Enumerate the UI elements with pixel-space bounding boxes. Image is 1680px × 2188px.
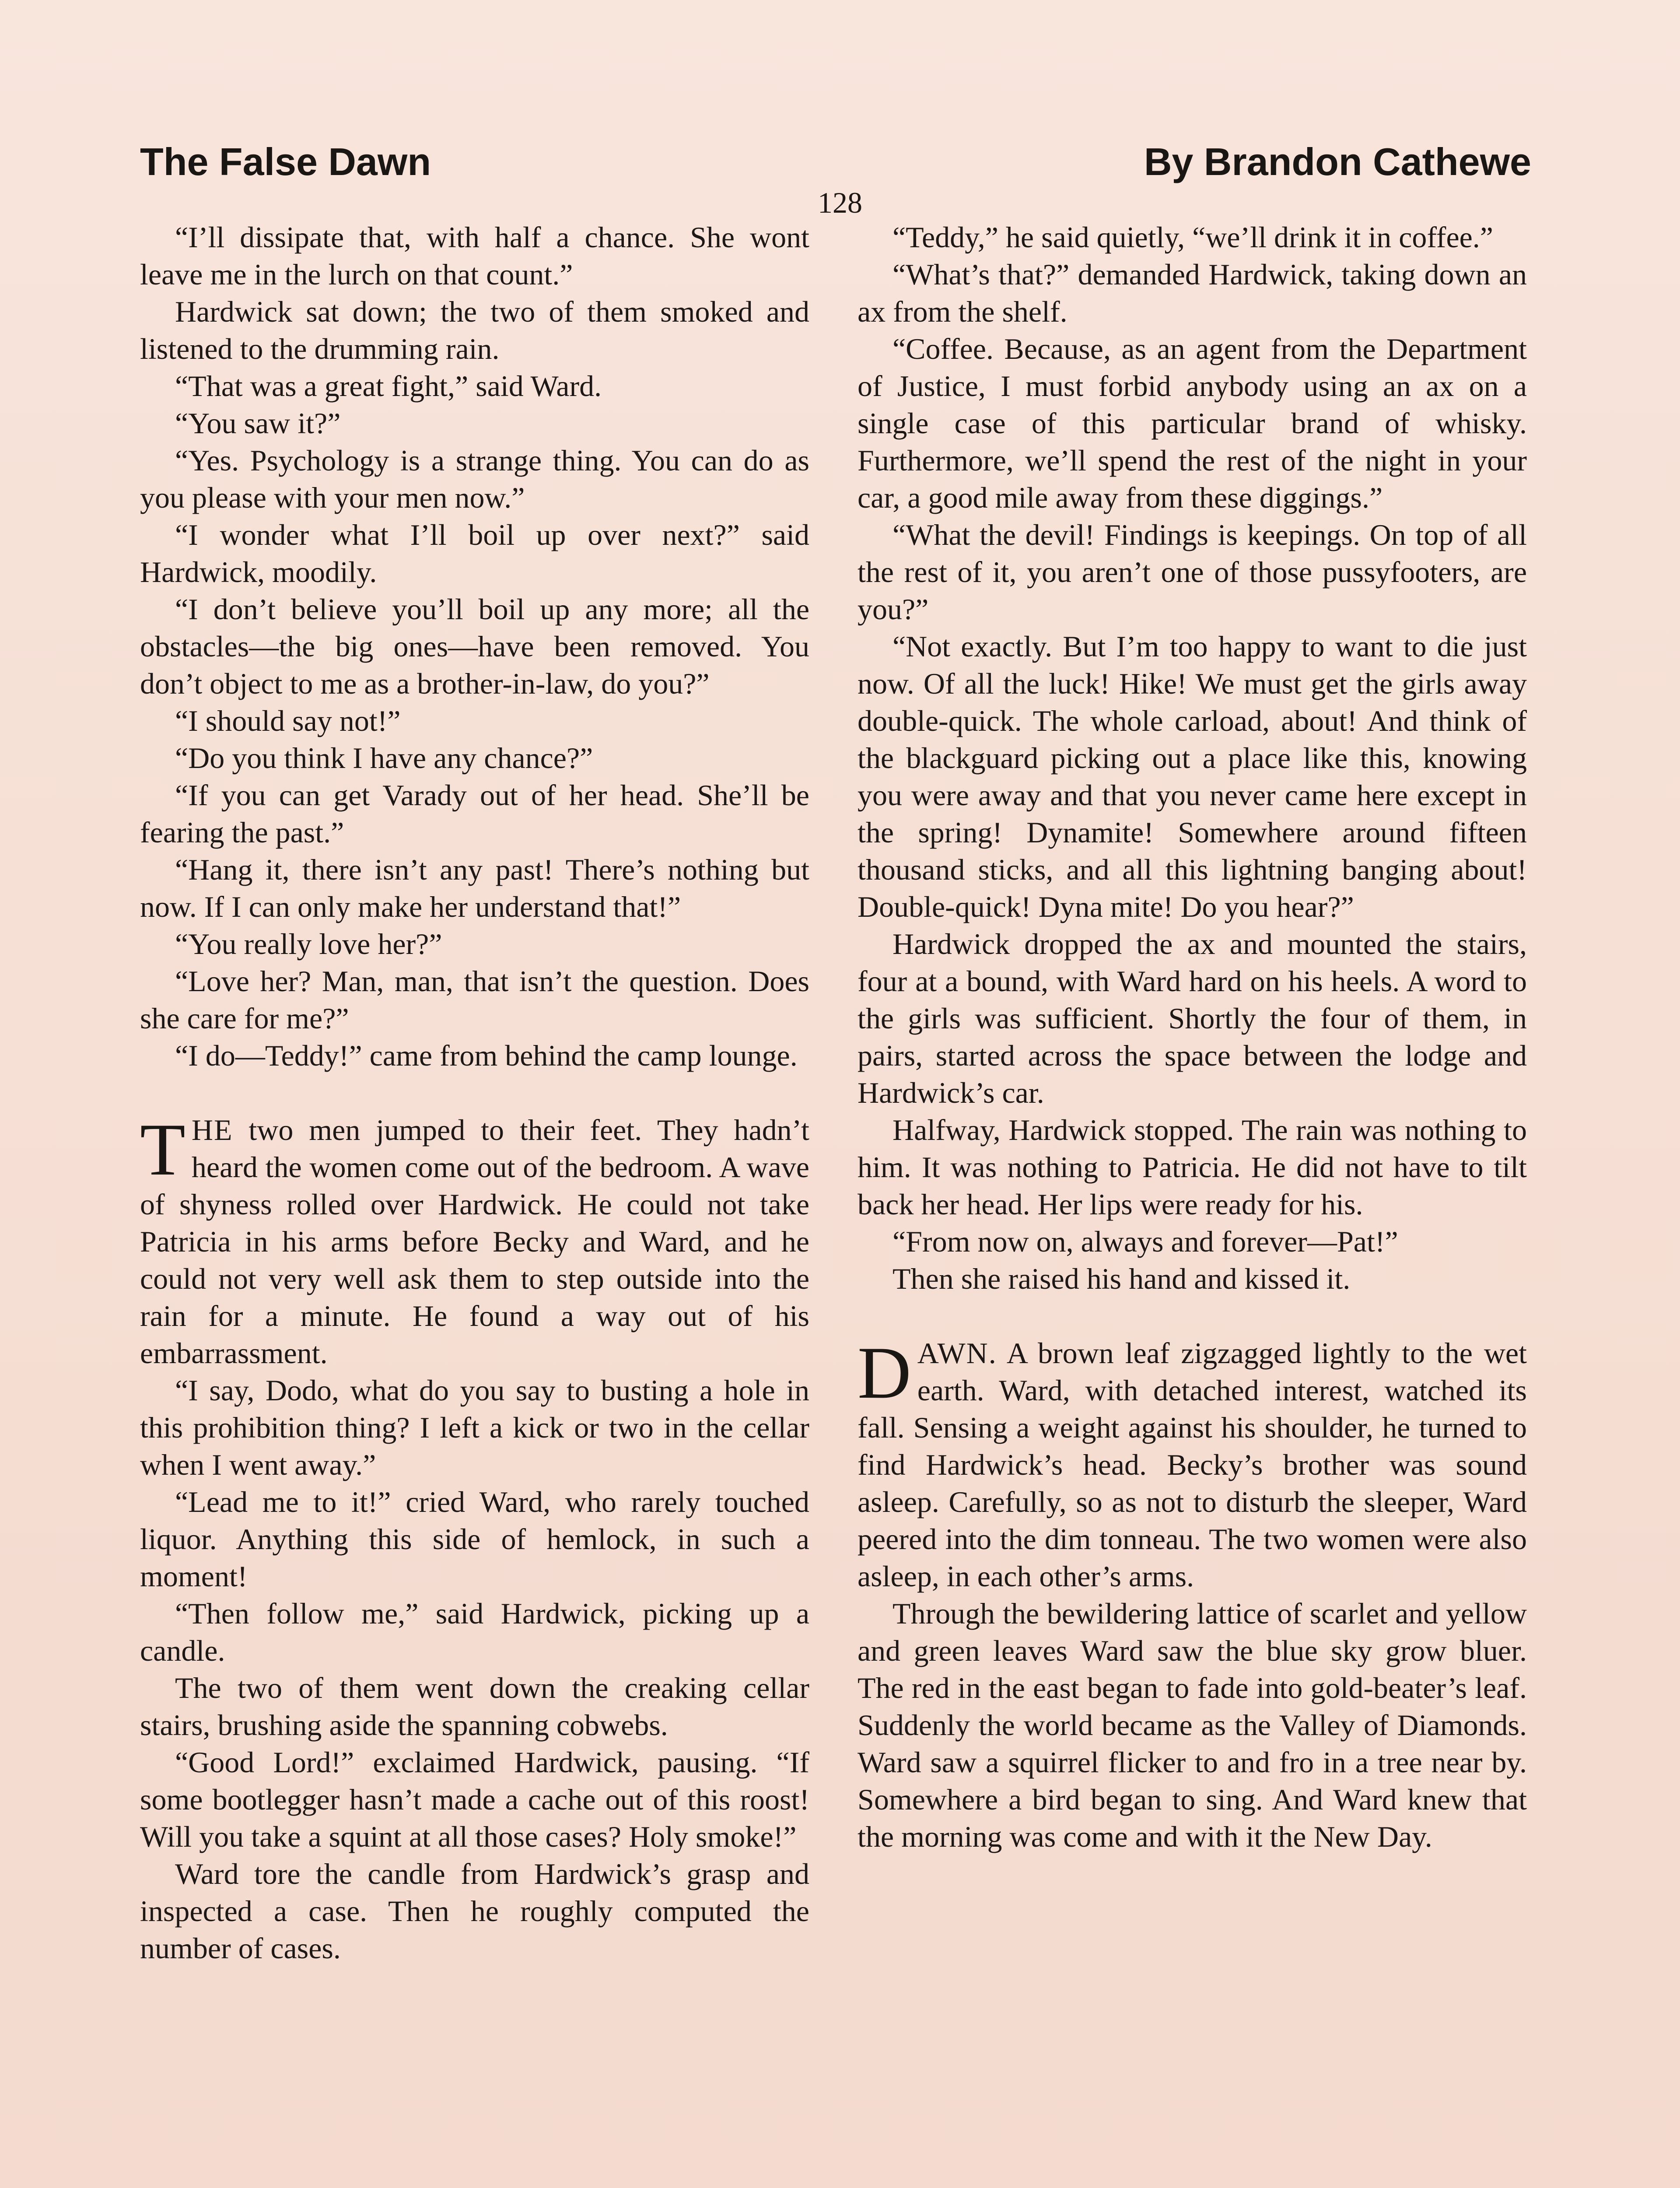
paragraph: “Teddy,” he said quietly, “we’ll drink it in coffee.” — [892, 221, 1493, 254]
drop-cap: D — [858, 1332, 911, 1414]
paragraph: “From now on, always and forever—Pat!” — [892, 1225, 1398, 1258]
paragraph: “Do you think I have any chance?” — [175, 741, 593, 775]
paragraph: “I’ll dissipate that, with half a chance. She wont leave me in the lurch on that count.” — [140, 221, 809, 291]
paragraph: Hardwick sat down; the two of them smoked and listened to the drumming rain. — [140, 295, 809, 365]
drop-cap-paragraph — [140, 1108, 809, 1372]
paragraph: “Then follow me,” said Hardwick, picking up a candle. — [140, 1597, 809, 1667]
paragraph: “That was a great fight,” said Ward. — [175, 369, 602, 403]
page-number: 128 — [818, 186, 862, 219]
lead-in: AWN. — [917, 1336, 997, 1370]
drop-cap-paragraph — [858, 1332, 1527, 1595]
paragraph: “What the devil! Findings is keepings. On top of all the rest of it, you aren’t one of those pussyfooters, are you?” — [858, 518, 1527, 626]
paragraph-text: A brown leaf zigzagged lightly to the wet earth. Ward, with detached interest, watched its fall. Sensing a weight against his shoulder, he turned to find Hardwick’s head. Becky’s brother was sound asleep. Carefully, so as not to disturb the sleeper, Ward peered into the dim tonneau. The two women were also asleep, in each other’s arms. — [858, 1336, 1527, 1593]
paragraph: “You saw it?” — [175, 407, 341, 440]
paragraph: Ward tore the candle from Hardwick’s grasp and inspected a case. Then he roughly computed the number of cases. — [140, 1857, 809, 1965]
author-byline: By Brandon Cathewe — [1144, 140, 1531, 183]
paragraph: Through the bewildering lattice of scarlet and yellow and green leaves Ward saw the blue sky grow bluer. The red in the east began to fade into gold-beater’s leaf. Suddenly the world became as the Valley of Diamonds. Ward saw a squirrel flicker to and fro in a tree near by. Somewhere a bird began to sing. And Ward knew that the morning was come and with it the New Day. — [858, 1597, 1527, 1853]
paragraph: “I wonder what I’ll boil up over next?” said Hardwick, moodily. — [140, 518, 809, 589]
paragraph: “I say, Dodo, what do you say to busting a hole in this prohibition thing? I left a kick or two in the cellar when I went away.” — [140, 1374, 809, 1481]
story-title: The False Dawn — [140, 140, 431, 183]
paragraph: “Not exactly. But I’m too happy to want to die just now. Of all the luck! Hike! We must get the girls away double-quick. The whole carload, about! And think of the blackguard picking out a place like this, knowing you were away and that you never came here except in the spring! Dynamite! Somewhere around fifteen thousand sticks, and all this lightning banging about! Double-quick! Dyna mite! Do you hear?” — [858, 630, 1527, 923]
section-break — [140, 1074, 809, 1112]
paragraph: “Good Lord!” exclaimed Hardwick, pausing. “If some bootlegger hasn’t made a cache out of this roost! Will you take a squint at all those cases? Holy smoke!” — [140, 1746, 809, 1853]
paragraph: “If you can get Varady out of her head. She’ll be fearing the past.” — [140, 778, 809, 849]
paragraph: “I don’t believe you’ll boil up any more; all the obstacles—the big ones—have been removed. You don’t object to me as a brother-in-law, do you?” — [140, 593, 809, 700]
paragraph: “Hang it, there isn’t any past! There’s nothing but now. If I can only make her understand that!” — [140, 853, 809, 923]
paragraph: “Love her? Man, man, that isn’t the question. Does she care for me?” — [140, 964, 809, 1035]
drop-cap: T — [140, 1108, 186, 1191]
paragraph: Halfway, Hardwick stopped. The rain was nothing to him. It was nothing to Patricia. He did not have to tilt back her head. Her lips were ready for his. — [858, 1113, 1527, 1221]
paragraph: “You really love her?” — [175, 927, 442, 961]
paragraph: The two of them went down the creaking cellar stairs, brushing aside the spanning cobwebs. — [140, 1671, 809, 1742]
left-column — [140, 219, 809, 1967]
paragraph-text: two men jumped to their feet. They hadn’t heard the women come out of the bedroom. A wave of shyness rolled over Hardwick. He could not take Patricia in his arms before Becky and Ward, and he could not very well ask them to step outside into the rain for a minute. He found a way out of his embarrassment. — [140, 1113, 809, 1370]
paragraph: “Yes. Psychology is a strange thing. You can do as you please with your men now.” — [140, 444, 809, 514]
paragraph: “I do—Teddy!” came from behind the camp lounge. — [175, 1039, 798, 1072]
lead-in: HE — [191, 1113, 233, 1147]
paragraph: Hardwick dropped the ax and mounted the stairs, four at a bound, with Ward hard on his heels. A word to the girls was sufficient. Shortly the four of them, in pairs, started across the space between the lodge and Hardwick’s car. — [858, 927, 1527, 1109]
paragraph: “Lead me to it!” cried Ward, who rarely touched liquor. Anything this side of hemlock, in such a moment! — [140, 1485, 809, 1593]
paragraph: “What’s that?” demanded Hardwick, taking down an ax from the shelf. — [858, 258, 1527, 328]
right-column — [858, 219, 1527, 1855]
paragraph: Then she raised his hand and kissed it. — [892, 1262, 1351, 1295]
paragraph: “Coffee. Because, as an agent from the Department of Justice, I must forbid anybody using an ax on a single case of this particular brand of whisky. Furthermore, we’ll spend the rest of the night in your car, a good mile away from these diggings.” — [858, 332, 1527, 514]
paragraph: “I should say not!” — [175, 704, 401, 737]
section-break — [858, 1297, 1527, 1335]
